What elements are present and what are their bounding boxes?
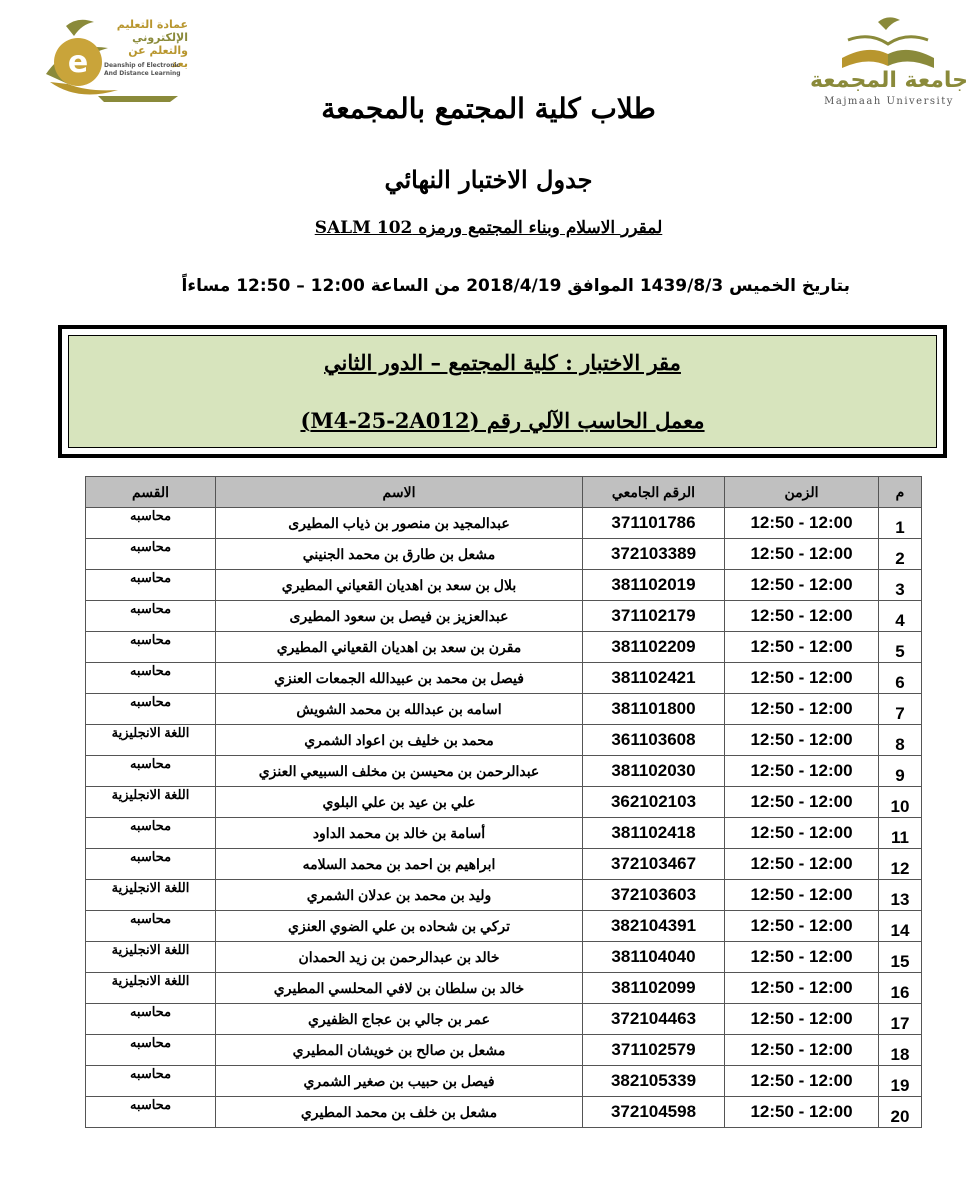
table-row: [86, 942, 922, 973]
cell-time: 12:00 - 12:50: [725, 1066, 879, 1097]
cell-dept: محاسبه: [86, 1004, 216, 1035]
table-row: [86, 725, 922, 756]
cell-dept: محاسبه: [86, 601, 216, 632]
cell-name: مشعل بن صالح بن خويشان المطيري: [216, 1035, 583, 1066]
cell-dept: محاسبه: [86, 911, 216, 942]
cell-name: بلال بن سعد بن اهديان القعياني المطيري: [216, 570, 583, 601]
cell-dept: محاسبه: [86, 849, 216, 880]
cell-time: 12:00 - 12:50: [725, 663, 879, 694]
table-row: [86, 632, 922, 663]
cell-time: 12:00 - 12:50: [725, 1035, 879, 1066]
cell-dept: محاسبه: [86, 508, 216, 539]
university-name-ar: جامعة المجمعة: [809, 68, 969, 93]
course-line: لمقرر الاسلام وبناء المجتمع ورمزه SALM 102: [314, 218, 663, 238]
col-header-name: الاسم: [216, 477, 583, 508]
cell-time: 12:00 - 12:50: [725, 632, 879, 663]
cell-no: 5: [879, 632, 922, 663]
cell-id: 382104391: [583, 911, 725, 942]
exam-location-box: [58, 325, 947, 458]
cell-no: 12: [879, 849, 922, 880]
cell-name: مشعل بن طارق بن محمد الجنيني: [216, 539, 583, 570]
cell-name: ابراهيم بن احمد بن محمد السلامه: [216, 849, 583, 880]
exam-lab-line: معمل الحاسب الآلي رقم (M4-25-2A012): [300, 408, 705, 433]
table-row: [86, 694, 922, 725]
cell-dept: محاسبه: [86, 1066, 216, 1097]
cell-dept: محاسبه: [86, 539, 216, 570]
cell-no: 9: [879, 756, 922, 787]
table-row: [86, 880, 922, 911]
exam-location-panel: [68, 335, 937, 448]
cell-time: 12:00 - 12:50: [725, 1004, 879, 1035]
cell-no: 10: [879, 787, 922, 818]
cell-no: 4: [879, 601, 922, 632]
cell-no: 3: [879, 570, 922, 601]
cell-name: عمر بن جالي بن عجاج الظفيري: [216, 1004, 583, 1035]
exam-location-line: مقر الاختبار : كلية المجتمع – الدور الثاني: [324, 350, 681, 375]
cell-time: 12:00 - 12:50: [725, 539, 879, 570]
table-row: [86, 1004, 922, 1035]
cell-no: 2: [879, 539, 922, 570]
cell-id: 381102099: [583, 973, 725, 1004]
cell-time: 12:00 - 12:50: [725, 1097, 879, 1128]
cell-no: 20: [879, 1097, 922, 1128]
cell-name: تركي بن شحاده بن علي الضوي العنزي: [216, 911, 583, 942]
cell-name: مشعل بن خلف بن محمد المطيري: [216, 1097, 583, 1128]
cell-name: خالد بن عبدالرحمن بن زيد الحمدان: [216, 942, 583, 973]
table-row: [86, 1097, 922, 1128]
page-title: طلاب كلية المجتمع بالمجمعة: [321, 92, 656, 125]
table-row: [86, 911, 922, 942]
cell-id: 372103389: [583, 539, 725, 570]
page-subtitle: جدول الاختبار النهائي: [384, 165, 593, 194]
cell-no: 13: [879, 880, 922, 911]
cell-no: 19: [879, 1066, 922, 1097]
cell-name: فيصل بن حبيب بن صغير الشمري: [216, 1066, 583, 1097]
cell-name: محمد بن خليف بن اعواد الشمري: [216, 725, 583, 756]
cell-id: 381104040: [583, 942, 725, 973]
cell-name: خالد بن سلطان بن لافي المحلسي المطيري: [216, 973, 583, 1004]
cell-id: 372104463: [583, 1004, 725, 1035]
table-row: [86, 570, 922, 601]
cell-name: علي بن عيد بن علي البلوي: [216, 787, 583, 818]
cell-id: 381102019: [583, 570, 725, 601]
cell-no: 6: [879, 663, 922, 694]
cell-time: 12:00 - 12:50: [725, 942, 879, 973]
cell-dept: محاسبه: [86, 1097, 216, 1128]
cell-no: 18: [879, 1035, 922, 1066]
cell-id: 381102418: [583, 818, 725, 849]
cell-time: 12:00 - 12:50: [725, 508, 879, 539]
deanship-name-ar-2: الإلكتروني: [132, 31, 188, 44]
cell-no: 15: [879, 942, 922, 973]
cell-no: 1: [879, 508, 922, 539]
university-name-en: Majmaah University: [824, 96, 954, 107]
exam-schedule-table: [85, 476, 922, 1128]
cell-id: 371102579: [583, 1035, 725, 1066]
cell-time: 12:00 - 12:50: [725, 849, 879, 880]
exam-date-line: بتاريخ الخميس 1439/8/3 الموافق 2018/4/19 من الساعة 12:00 – 12:50 مساءاً: [181, 276, 850, 296]
cell-no: 14: [879, 911, 922, 942]
deanship-name-en-2: And Distance Learning: [104, 70, 181, 77]
cell-no: 11: [879, 818, 922, 849]
cell-name: عبدالعزيز بن فيصل بن سعود المطيرى: [216, 601, 583, 632]
cell-id: 372103603: [583, 880, 725, 911]
table-row: [86, 818, 922, 849]
cell-name: فيصل بن محمد بن عبيدالله الجمعات العنزي: [216, 663, 583, 694]
table-row: [86, 1035, 922, 1066]
deanship-name-en-1: Deanship of Electronic: [104, 62, 181, 69]
table-header-row: [86, 477, 922, 508]
cell-no: 16: [879, 973, 922, 1004]
deanship-name-ar-1: عمادة التعليم: [116, 18, 188, 31]
cell-dept: محاسبه: [86, 663, 216, 694]
cell-dept: اللغة الانجليزية: [86, 880, 216, 911]
cell-time: 12:00 - 12:50: [725, 694, 879, 725]
cell-dept: اللغة الانجليزية: [86, 942, 216, 973]
logo-letter: e: [67, 45, 89, 80]
cell-time: 12:00 - 12:50: [725, 756, 879, 787]
cell-id: 372103467: [583, 849, 725, 880]
table-body: [86, 508, 922, 1128]
cell-id: 381102209: [583, 632, 725, 663]
col-header-dept: القسم: [86, 477, 216, 508]
deanship-name-ar-3: والتعلم عن بعد: [128, 44, 188, 70]
col-header-time: الزمن: [725, 477, 879, 508]
cell-dept: اللغة الانجليزية: [86, 725, 216, 756]
cell-time: 12:00 - 12:50: [725, 973, 879, 1004]
cell-no: 8: [879, 725, 922, 756]
table-row: [86, 787, 922, 818]
table-row: [86, 1066, 922, 1097]
cell-time: 12:00 - 12:50: [725, 601, 879, 632]
cell-name: اسامه بن عبدالله بن محمد الشويش: [216, 694, 583, 725]
cell-dept: محاسبه: [86, 570, 216, 601]
cell-dept: محاسبه: [86, 756, 216, 787]
table-row: [86, 973, 922, 1004]
cell-dept: محاسبه: [86, 818, 216, 849]
cell-dept: اللغة الانجليزية: [86, 787, 216, 818]
cell-id: 361103608: [583, 725, 725, 756]
cell-id: 371101786: [583, 508, 725, 539]
cell-id: 381102030: [583, 756, 725, 787]
col-header-no: م: [879, 477, 922, 508]
cell-dept: محاسبه: [86, 1035, 216, 1066]
col-header-id: الرقم الجامعي: [583, 477, 725, 508]
table-row: [86, 849, 922, 880]
cell-id: 381101800: [583, 694, 725, 725]
cell-time: 12:00 - 12:50: [725, 880, 879, 911]
table-row: [86, 663, 922, 694]
cell-dept: محاسبه: [86, 632, 216, 663]
cell-name: أسامة بن خالد بن محمد الداود: [216, 818, 583, 849]
cell-name: وليد بن محمد بن عدلان الشمري: [216, 880, 583, 911]
cell-name: عبدالمجيد بن منصور بن ذياب المطيرى: [216, 508, 583, 539]
cell-id: 371102179: [583, 601, 725, 632]
cell-time: 12:00 - 12:50: [725, 570, 879, 601]
cell-dept: محاسبه: [86, 694, 216, 725]
cell-name: عبدالرحمن بن محيسن بن مخلف السبيعي العنزي: [216, 756, 583, 787]
cell-dept: اللغة الانجليزية: [86, 973, 216, 1004]
table-row: [86, 508, 922, 539]
cell-time: 12:00 - 12:50: [725, 818, 879, 849]
table-row: [86, 601, 922, 632]
cell-time: 12:00 - 12:50: [725, 725, 879, 756]
cell-id: 382105339: [583, 1066, 725, 1097]
cell-id: 362102103: [583, 787, 725, 818]
table-row: [86, 539, 922, 570]
cell-no: 7: [879, 694, 922, 725]
cell-id: 381102421: [583, 663, 725, 694]
cell-time: 12:00 - 12:50: [725, 911, 879, 942]
cell-time: 12:00 - 12:50: [725, 787, 879, 818]
cell-id: 372104598: [583, 1097, 725, 1128]
cell-name: مقرن بن سعد بن اهديان القعياني المطيري: [216, 632, 583, 663]
table-row: [86, 756, 922, 787]
cell-no: 17: [879, 1004, 922, 1035]
